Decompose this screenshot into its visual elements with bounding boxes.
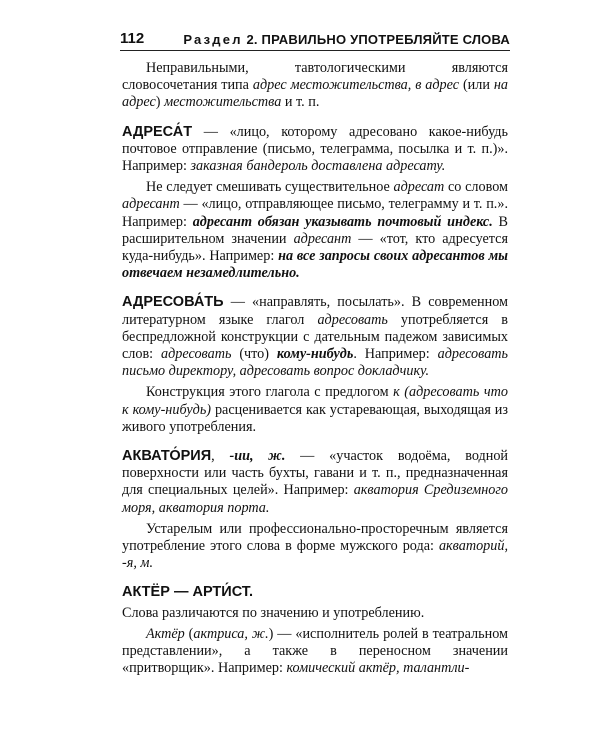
page-body [122, 60, 508, 678]
page-number: 112 [120, 30, 145, 47]
paragraph-tautology: Неправильными, тавтологическими являются словосочетания типа адрес местожительства, в адрес (или на адрес) местожительства и т. п. [122, 60, 508, 111]
paragraph-obsolete-form: Устарелым или профессионально-просторечным является употребление этого слова в форме мужского рода: акваторий, -я, м. [122, 520, 508, 572]
headword-adresat: АДРЕСА́Т [122, 123, 193, 140]
paragraph-adresant: Не следует смешивать существительное адресат со словом адресант — «лицо, отправляющее письмо, телеграмму и т. п.». Например: адресант обязан указывать почтовый индекс. В расширительном значении адресант — «тот, кто адресуется куда-нибудь». Например: на все запросы своих адресантов мы отвечаем незамедлительно. [122, 179, 509, 282]
running-header [120, 28, 510, 51]
section-name: 2. ПРАВИЛЬНО УПОТРЕБЛЯЙТЕ СЛОВА [246, 32, 510, 47]
section-title [183, 32, 510, 47]
paragraph-differ: Слова различаются по значению и употреблению. [122, 604, 425, 621]
headword-akvatoria: АКВАТО́РИЯ [122, 448, 212, 465]
paragraph-construction: Конструкция этого глагола с предлогом к (адресовать что к кому-нибудь) расценивается как устаревающая, выходящая из живого употребления. [122, 384, 508, 435]
entry-akter-artist [122, 584, 508, 601]
entry-adresat: АДРЕСА́Т — «лицо, которому адресовано какое-нибудь почтовое отправление (письмо, телеграмма, посылка и т. п.)». Например: заказная бандероль доставлена адресату. [122, 123, 508, 175]
entry-adresovat: АДРЕСОВА́ТЬ — «направлять, посылать». В современном литературном языке глагол адресовать употребляется в беспредложной конструкции с дательным падежом зависимых слов: адресовать (что) кому-нибудь. Например: адресовать письмо директору, адресовать вопрос докладчику. [122, 294, 508, 380]
entry-akvatoria: АКВАТО́РИЯ, -ии, ж. — «участок водоёма, водной поверхности или часть бухты, гавани и т. п., предназначенная для специальных целей». Например: акватория Средиземного моря, акватория порта. [122, 448, 509, 516]
section-label: Раздел [183, 32, 243, 47]
headword-adresovat: АДРЕСОВА́ТЬ [122, 294, 224, 311]
headword-akter-artist: АКТЁР — АРТИ́СТ. [122, 584, 254, 601]
paragraph-akter: Актёр (актриса, ж.) — «исполнитель ролей в театральном представлении», а также в переносном значении «притворщик». Например: комический актёр, талантли- [122, 625, 508, 677]
